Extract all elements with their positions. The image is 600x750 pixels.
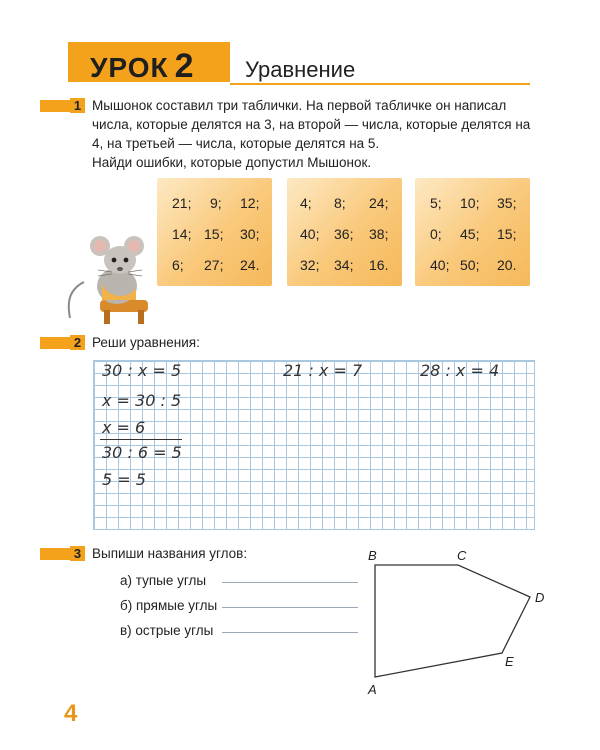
table-cell: 12;: [240, 195, 260, 211]
table-cell: 36;: [334, 226, 354, 242]
table-cell: 0;: [430, 226, 442, 242]
task1-line2: числа, которые делятся на 3, на второй — числа, которые делятся на: [92, 117, 531, 132]
table-cell: 35;: [497, 195, 517, 211]
table-cell: 4;: [300, 195, 312, 211]
task2-marker-bar: [40, 337, 70, 349]
lesson-title: Уравнение: [245, 57, 356, 82]
lesson-label: [90, 47, 195, 86]
item-right: б) прямые углы: [120, 598, 218, 613]
task2-instruction: Реши уравнения:: [92, 335, 200, 350]
vertex-label-c: C: [457, 548, 467, 563]
table-cell: 14;: [172, 226, 192, 242]
table-cell: 20.: [497, 257, 517, 273]
table-cell: 5;: [430, 195, 442, 211]
table-cell: 24;: [369, 195, 389, 211]
table-cell: 30;: [240, 226, 260, 242]
table-cell: 40;: [300, 226, 320, 242]
table-divisible-by-4: [287, 178, 402, 286]
table-cell: 38;: [369, 226, 389, 242]
equation-1: 30 : x = 5: [102, 361, 182, 380]
table-cell: 40;: [430, 257, 450, 273]
table-cell: 34;: [334, 257, 354, 273]
table-cell: 16.: [369, 257, 389, 273]
page-number: 4: [64, 700, 78, 727]
answer-line-acute[interactable]: [222, 632, 358, 634]
table-cell: 6;: [172, 257, 184, 273]
equation-2: 21 : x = 7: [283, 361, 363, 380]
vertex-label-b: B: [368, 548, 377, 563]
lesson-word: УРОК: [90, 52, 169, 83]
lesson-number: 2: [174, 47, 195, 85]
table-cell: 9;: [210, 195, 222, 211]
task1-line1: Мышонок составил три таблички. На первой табличке он написал: [92, 98, 507, 113]
table-cell: 27;: [204, 257, 224, 273]
table-cell: 24.: [240, 257, 260, 273]
table-divisible-by-3: [157, 178, 272, 286]
equation-3: 28 : x = 4: [420, 361, 500, 380]
answer-line-obtuse[interactable]: [222, 582, 358, 584]
item-acute: в) острые углы: [120, 623, 214, 638]
table-cell: 8;: [334, 195, 346, 211]
task1-line4: Найди ошибки, которые допустил Мышонок.: [92, 155, 372, 170]
solution-check: 30 : 6 = 5: [102, 443, 182, 462]
polygon-figure: [360, 555, 540, 690]
table-cell: 21;: [172, 195, 192, 211]
task3-number: 3: [70, 546, 85, 561]
header-underline: [230, 83, 530, 85]
task3-marker-bar: [40, 548, 70, 560]
task1-line3: 4, на третьей — числа, которые делятся на 5.: [92, 136, 380, 151]
vertex-label-d: D: [535, 590, 545, 605]
task2-number: 2: [70, 335, 85, 350]
table-divisible-by-5: [415, 178, 530, 286]
task1-marker-bar: [40, 100, 70, 112]
table-cell: 10;: [460, 195, 480, 211]
table-cell: 15;: [497, 226, 517, 242]
answer-line-right[interactable]: [222, 607, 358, 609]
mouse-illustration: [62, 218, 162, 328]
solution-result: 5 = 5: [102, 470, 146, 489]
table-cell: 45;: [460, 226, 480, 242]
item-obtuse: а) тупые углы: [120, 573, 207, 588]
table-cell: 15;: [204, 226, 224, 242]
solution-step-2: x = 6: [102, 418, 146, 437]
divider-line: [100, 439, 182, 440]
table-cell: 32;: [300, 257, 320, 273]
vertex-label-a: A: [368, 682, 377, 697]
vertex-label-e: E: [505, 654, 514, 669]
table-cell: 50;: [460, 257, 480, 273]
task3-instruction: Выпиши названия углов:: [92, 546, 248, 561]
solution-step-1: x = 30 : 5: [102, 391, 182, 410]
task1-number: 1: [70, 98, 85, 113]
